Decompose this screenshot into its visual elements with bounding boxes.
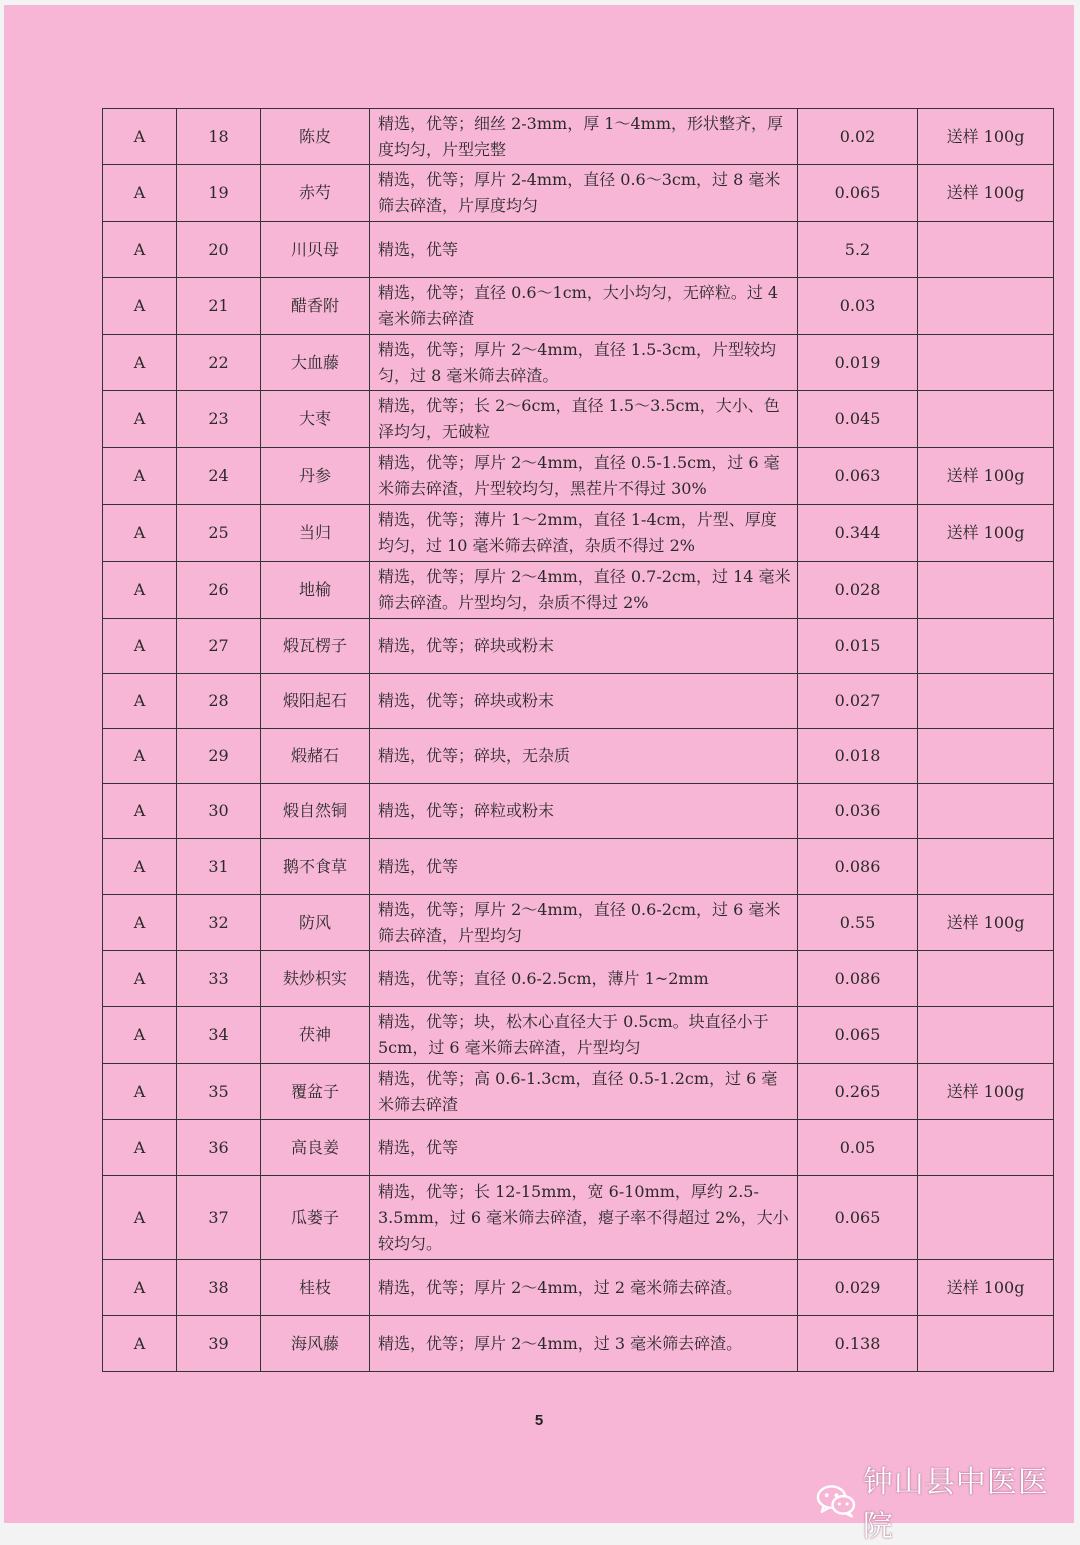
spec-cell: 精选，优等；厚片 2～4mm，直径 0.5-1.5cm，过 6 毫米筛去碎渣，片型较均匀，黑茬片不得过 30% bbox=[370, 448, 798, 504]
spec-cell: 精选，优等；厚片 2～4mm，直径 0.6-2cm，过 6 毫米筛去碎渣，片型均匀 bbox=[370, 895, 798, 950]
category-cell: A bbox=[103, 448, 177, 504]
price-cell: 0.265 bbox=[798, 1064, 918, 1119]
price-cell: 0.036 bbox=[798, 784, 918, 838]
herb-name-cell: 大血藤 bbox=[261, 335, 370, 390]
note-cell bbox=[918, 1120, 1054, 1175]
spec-cell: 精选，优等；长 12-15mm，宽 6-10mm，厚约 2.5-3.5mm，过 6 毫米筛去碎渣，瘪子率不得超过 2%，大小较均匀。 bbox=[370, 1176, 798, 1259]
number-cell: 31 bbox=[177, 839, 261, 894]
price-cell: 0.03 bbox=[798, 278, 918, 334]
price-cell: 0.344 bbox=[798, 505, 918, 561]
note-cell: 送样 100g bbox=[918, 895, 1054, 950]
category-cell: A bbox=[103, 1176, 177, 1259]
spec-cell: 精选，优等；块，松木心直径大于 0.5cm。块直径小于 5cm，过 6 毫米筛去碎渣，片型均匀 bbox=[370, 1007, 798, 1063]
table-row bbox=[103, 895, 1054, 951]
price-cell: 0.065 bbox=[798, 165, 918, 221]
herb-name-cell: 鹅不食草 bbox=[261, 839, 370, 894]
spec-cell: 精选，优等；碎块或粉末 bbox=[370, 619, 798, 673]
number-cell: 20 bbox=[177, 222, 261, 277]
price-cell: 0.018 bbox=[798, 729, 918, 783]
herb-name-cell: 茯神 bbox=[261, 1007, 370, 1063]
herb-name-cell: 煅赭石 bbox=[261, 729, 370, 783]
note-cell: 送样 100g bbox=[918, 165, 1054, 221]
number-cell: 35 bbox=[177, 1064, 261, 1119]
herb-name-cell: 陈皮 bbox=[261, 109, 370, 164]
note-cell: 送样 100g bbox=[918, 1260, 1054, 1315]
note-cell bbox=[918, 1316, 1054, 1371]
note-cell bbox=[918, 278, 1054, 334]
category-cell: A bbox=[103, 391, 177, 447]
note-cell bbox=[918, 391, 1054, 447]
herb-price-table bbox=[102, 108, 1054, 1372]
spec-cell: 精选，优等；厚片 2～4mm，过 2 毫米筛去碎渣。 bbox=[370, 1260, 798, 1315]
number-cell: 28 bbox=[177, 674, 261, 728]
note-cell bbox=[918, 674, 1054, 728]
category-cell: A bbox=[103, 1064, 177, 1119]
herb-name-cell: 大枣 bbox=[261, 391, 370, 447]
price-cell: 0.029 bbox=[798, 1260, 918, 1315]
table-row bbox=[103, 729, 1054, 784]
number-cell: 34 bbox=[177, 1007, 261, 1063]
document-page bbox=[4, 5, 1074, 1544]
category-cell: A bbox=[103, 278, 177, 334]
spec-cell: 精选，优等 bbox=[370, 1120, 798, 1175]
table-row bbox=[103, 335, 1054, 391]
table-row bbox=[103, 1064, 1054, 1120]
herb-name-cell: 高良姜 bbox=[261, 1120, 370, 1175]
table-row bbox=[103, 391, 1054, 448]
note-cell: 送样 100g bbox=[918, 1064, 1054, 1119]
table-row bbox=[103, 1260, 1054, 1316]
number-cell: 32 bbox=[177, 895, 261, 950]
table-row bbox=[103, 562, 1054, 619]
price-cell: 0.065 bbox=[798, 1007, 918, 1063]
category-cell: A bbox=[103, 335, 177, 390]
price-cell: 0.019 bbox=[798, 335, 918, 390]
note-cell: 送样 100g bbox=[918, 505, 1054, 561]
herb-name-cell: 地榆 bbox=[261, 562, 370, 618]
herb-name-cell: 煅瓦楞子 bbox=[261, 619, 370, 673]
table-row bbox=[103, 165, 1054, 222]
table-row bbox=[103, 278, 1054, 335]
herb-name-cell: 防风 bbox=[261, 895, 370, 950]
price-cell: 0.05 bbox=[798, 1120, 918, 1175]
price-cell: 0.027 bbox=[798, 674, 918, 728]
table-row bbox=[103, 839, 1054, 895]
spec-cell: 精选，优等；直径 0.6-2.5cm，薄片 1~2mm bbox=[370, 951, 798, 1006]
herb-name-cell: 海风藤 bbox=[261, 1316, 370, 1371]
number-cell: 29 bbox=[177, 729, 261, 783]
herb-name-cell: 川贝母 bbox=[261, 222, 370, 277]
herb-name-cell: 麸炒枳实 bbox=[261, 951, 370, 1006]
spec-cell: 精选，优等 bbox=[370, 839, 798, 894]
category-cell: A bbox=[103, 562, 177, 618]
category-cell: A bbox=[103, 619, 177, 673]
spec-cell: 精选，优等；直径 0.6～1cm，大小均匀，无碎粒。过 4 毫米筛去碎渣 bbox=[370, 278, 798, 334]
number-cell: 33 bbox=[177, 951, 261, 1006]
table-row bbox=[103, 1316, 1054, 1372]
number-cell: 36 bbox=[177, 1120, 261, 1175]
price-cell: 0.015 bbox=[798, 619, 918, 673]
herb-name-cell: 瓜蒌子 bbox=[261, 1176, 370, 1259]
category-cell: A bbox=[103, 1007, 177, 1063]
category-cell: A bbox=[103, 674, 177, 728]
wechat-icon bbox=[816, 1483, 857, 1519]
spec-cell: 精选，优等 bbox=[370, 222, 798, 277]
price-cell: 0.086 bbox=[798, 839, 918, 894]
category-cell: A bbox=[103, 109, 177, 164]
spec-cell: 精选，优等；厚片 2～4mm，过 3 毫米筛去碎渣。 bbox=[370, 1316, 798, 1371]
number-cell: 19 bbox=[177, 165, 261, 221]
spec-cell: 精选，优等；高 0.6-1.3cm，直径 0.5-1.2cm，过 6 毫米筛去碎渣 bbox=[370, 1064, 798, 1119]
price-cell: 0.138 bbox=[798, 1316, 918, 1371]
note-cell: 送样 100g bbox=[918, 109, 1054, 164]
spec-cell: 精选，优等；细丝 2-3mm，厚 1～4mm，形状整齐，厚度均匀，片型完整 bbox=[370, 109, 798, 164]
category-cell: A bbox=[103, 951, 177, 1006]
note-cell bbox=[918, 839, 1054, 894]
number-cell: 26 bbox=[177, 562, 261, 618]
note-cell: 送样 100g bbox=[918, 448, 1054, 504]
note-cell bbox=[918, 729, 1054, 783]
category-cell: A bbox=[103, 505, 177, 561]
note-cell bbox=[918, 619, 1054, 673]
number-cell: 22 bbox=[177, 335, 261, 390]
number-cell: 39 bbox=[177, 1316, 261, 1371]
price-cell: 0.063 bbox=[798, 448, 918, 504]
note-cell bbox=[918, 1176, 1054, 1259]
category-cell: A bbox=[103, 839, 177, 894]
page-number: 5 bbox=[534, 1412, 544, 1429]
herb-name-cell: 当归 bbox=[261, 505, 370, 561]
price-cell: 0.086 bbox=[798, 951, 918, 1006]
number-cell: 30 bbox=[177, 784, 261, 838]
table-row bbox=[103, 674, 1054, 729]
spec-cell: 精选，优等；长 2～6cm，直径 1.5～3.5cm，大小、色泽均匀，无破粒 bbox=[370, 391, 798, 447]
category-cell: A bbox=[103, 729, 177, 783]
table-row bbox=[103, 951, 1054, 1007]
number-cell: 27 bbox=[177, 619, 261, 673]
herb-name-cell: 煅阳起石 bbox=[261, 674, 370, 728]
number-cell: 23 bbox=[177, 391, 261, 447]
spec-cell: 精选，优等；厚片 2～4mm，直径 0.7-2cm，过 14 毫米筛去碎渣。片型均匀，杂质不得过 2% bbox=[370, 562, 798, 618]
account-watermark bbox=[816, 1457, 1074, 1545]
herb-name-cell: 覆盆子 bbox=[261, 1064, 370, 1119]
category-cell: A bbox=[103, 1260, 177, 1315]
number-cell: 18 bbox=[177, 109, 261, 164]
spec-cell: 精选，优等；厚片 2～4mm，直径 1.5-3cm，片型较均匀，过 8 毫米筛去碎渣。 bbox=[370, 335, 798, 390]
table-row bbox=[103, 109, 1054, 165]
category-cell: A bbox=[103, 1316, 177, 1371]
category-cell: A bbox=[103, 222, 177, 277]
herb-name-cell: 桂枝 bbox=[261, 1260, 370, 1315]
herb-name-cell: 赤芍 bbox=[261, 165, 370, 221]
watermark-text: 钟山县中医医院 bbox=[862, 1465, 1049, 1544]
note-cell bbox=[918, 562, 1054, 618]
price-cell: 0.028 bbox=[798, 562, 918, 618]
number-cell: 24 bbox=[177, 448, 261, 504]
table-row bbox=[103, 619, 1054, 674]
spec-cell: 精选，优等；碎块或粉末 bbox=[370, 674, 798, 728]
number-cell: 25 bbox=[177, 505, 261, 561]
spec-cell: 精选，优等；薄片 1～2mm，直径 1-4cm，片型、厚度均匀，过 10 毫米筛去碎渣，杂质不得过 2% bbox=[370, 505, 798, 561]
spec-cell: 精选，优等；碎块，无杂质 bbox=[370, 729, 798, 783]
number-cell: 38 bbox=[177, 1260, 261, 1315]
note-cell bbox=[918, 1007, 1054, 1063]
spec-cell: 精选，优等；碎粒或粉末 bbox=[370, 784, 798, 838]
number-cell: 37 bbox=[177, 1176, 261, 1259]
herb-name-cell: 丹参 bbox=[261, 448, 370, 504]
table-row bbox=[103, 222, 1054, 278]
price-cell: 0.065 bbox=[798, 1176, 918, 1259]
table-row bbox=[103, 448, 1054, 505]
price-cell: 0.045 bbox=[798, 391, 918, 447]
price-cell: 0.02 bbox=[798, 109, 918, 164]
category-cell: A bbox=[103, 165, 177, 221]
price-cell: 5.2 bbox=[798, 222, 918, 277]
category-cell: A bbox=[103, 1120, 177, 1175]
table-row bbox=[103, 784, 1054, 839]
table-row bbox=[103, 1007, 1054, 1064]
note-cell bbox=[918, 951, 1054, 1006]
herb-name-cell: 醋香附 bbox=[261, 278, 370, 334]
note-cell bbox=[918, 222, 1054, 277]
category-cell: A bbox=[103, 784, 177, 838]
price-cell: 0.55 bbox=[798, 895, 918, 950]
note-cell bbox=[918, 784, 1054, 838]
table-row bbox=[103, 1176, 1054, 1260]
category-cell: A bbox=[103, 895, 177, 950]
number-cell: 21 bbox=[177, 278, 261, 334]
herb-name-cell: 煅自然铜 bbox=[261, 784, 370, 838]
spec-cell: 精选，优等；厚片 2-4mm，直径 0.6～3cm，过 8 毫米筛去碎渣，片厚度均匀 bbox=[370, 165, 798, 221]
note-cell bbox=[918, 335, 1054, 390]
table-row bbox=[103, 1120, 1054, 1176]
table-row bbox=[103, 505, 1054, 562]
